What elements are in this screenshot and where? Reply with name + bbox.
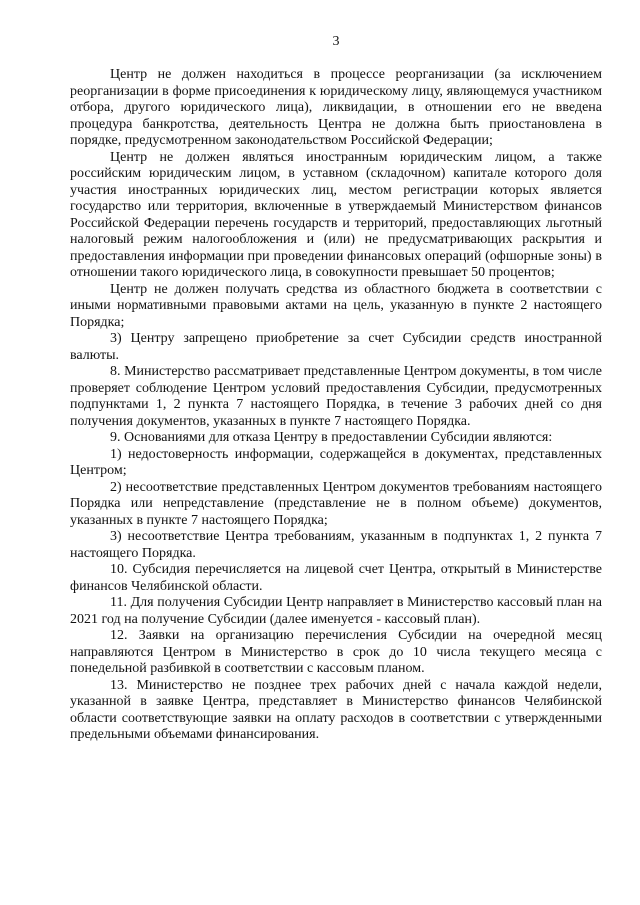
paragraph-item-9: 9. Основаниями для отказа Центру в предоставлении Субсидии являются: <box>110 430 553 445</box>
page-number: 3 <box>332 34 340 49</box>
paragraph-center-no-regional-funds: Центр не должен получать средства из областного бюджета в соответствии с иными нормативными правовыми актами на цель, указанную в пункте 2 настоящего Порядка; <box>70 281 602 330</box>
paragraph-item-11: 11. Для получения Субсидии Центр направляет в Министерство кассовый план на 2021 год на получение Субсидии (далее именуется - кассовый план). <box>70 595 602 627</box>
paragraph-center-no-reorganization: Центр не должен находиться в процессе реорганизации (за исключением реорганизации в форме присоединения к юридическому лицу, являющемуся участником отбора, другого юридического лица), ликвидации, в отношении его не введена процедура банкротства, деятельность Центра не должна быть приостановлена в порядке, предусмотренном законодательством Российской Федерации; <box>70 67 602 148</box>
paragraph-item-9-1: 1) недостоверность информации, содержащейся в документах, представленных Центром; <box>70 446 602 478</box>
paragraph-no-foreign-currency: 3) Центру запрещено приобретение за счет Субсидии средств иностранной валюты. <box>70 331 602 363</box>
paragraph-item-13: 13. Министерство не позднее трех рабочих дней с начала каждой недели, указанной в заявке Центра, представляет в Министерство финансов Челябинской области соответствующие заявки на оплату расходов в соответствии с утвержденными предельными объемами финансирования. <box>70 677 602 742</box>
paragraph-item-10: 10. Субсидия перечисляется на лицевой счет Центра, открытый в Министерстве финансов Челябинской области. <box>70 562 602 594</box>
paragraph-item-9-3: 3) несоответствие Центра требованиям, указанным в подпунктах 1, 2 пункта 7 настоящего Порядка. <box>70 529 602 561</box>
paragraph-item-12: 12. Заявки на организацию перечисления Субсидии на очередной месяц направляются Центром в Министерство в срок до 10 числа текущего месяца с понедельной разбивкой в соответствии с кассовым планом. <box>70 628 602 676</box>
paragraph-item-8: 8. Министерство рассматривает представленные Центром документы, в том числе проверяет соблюдение Центром условий предоставления Субсидии, предусмотренных подпунктами 1, 2 пункта 7 настоящего Порядка, в течение 3 рабочих дней со дня получения документов, указанных в пункте 7 настоящего Порядка. <box>70 364 602 429</box>
paragraph-item-9-2: 2) несоответствие представленных Центром документов требованиям настоящего Порядка или непредставление (представление не в полном объеме) документов, указанных в пункте 7 настоящего Порядка; <box>70 479 602 528</box>
paragraph-center-not-foreign: Центр не должен являться иностранным юридическим лицом, а также российским юридическим лицом, в уставном (складочном) капитале которого доля участия иностранных юридических лиц, местом регистрации которых является государство или территория, включенные в утверждаемый Министерством финансов Российской Федерации перечень государств и территорий, предоставляющих льготный налоговый режим налогообложения и (или) не предусматривающих раскрытия и предоставления информации при проведении финансовых операций (офшорные зоны) в отношении такого юридического лица, в совокупности превышает 50 процентов; <box>70 149 602 280</box>
